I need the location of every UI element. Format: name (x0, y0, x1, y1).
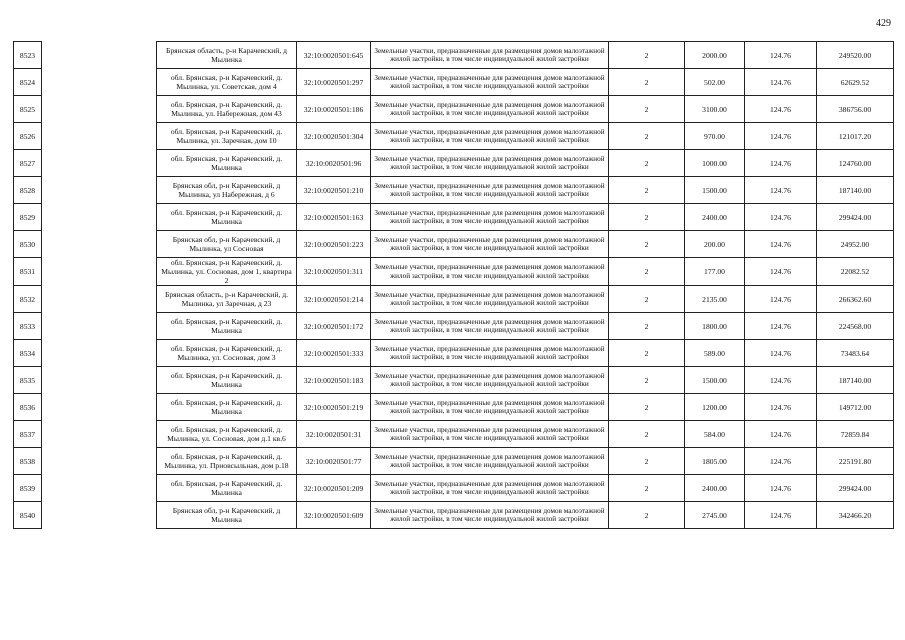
category-cell: 2 (609, 231, 685, 258)
address-cell: Брянская обл, р-н Карачевский, д Мылинка, ул Сосновая (157, 231, 297, 258)
row-number-cell: 8540 (14, 502, 42, 529)
land-use-cell: Земельные участки, предназначенные для размещения домов малоэтажной жилой застройки, в том числе индивидуальной жилой застройки (371, 394, 609, 421)
category-cell: 2 (609, 448, 685, 475)
table-row (14, 204, 894, 231)
area-cell: 2400.00 (685, 475, 745, 502)
table-row (14, 69, 894, 96)
cadastral-number-cell: 32:10:0020501:219 (297, 394, 371, 421)
spacer-cell (42, 286, 157, 313)
row-number-cell: 8528 (14, 177, 42, 204)
row-number-cell: 8530 (14, 231, 42, 258)
land-use-cell: Земельные участки, предназначенные для размещения домов малоэтажной жилой застройки, в том числе индивидуальной жилой застройки (371, 421, 609, 448)
rate-cell: 124.76 (745, 502, 817, 529)
address-cell: Брянская обл, р-н Карачевский, д Мылинка, ул Набережная, д 6 (157, 177, 297, 204)
category-cell: 2 (609, 475, 685, 502)
cadastral-value-cell: 24952.00 (817, 231, 894, 258)
rate-cell: 124.76 (745, 448, 817, 475)
spacer-cell (42, 204, 157, 231)
land-use-cell: Земельные участки, предназначенные для размещения домов малоэтажной жилой застройки, в том числе индивидуальной жилой застройки (371, 69, 609, 96)
spacer-cell (42, 177, 157, 204)
table-row (14, 177, 894, 204)
category-cell: 2 (609, 177, 685, 204)
rate-cell: 124.76 (745, 475, 817, 502)
address-cell: обл. Брянская, р-н Карачевский, д. Мылинка (157, 394, 297, 421)
table-row (14, 502, 894, 529)
address-cell: обл. Брянская, р-н Карачевский, д. Мылинка (157, 204, 297, 231)
cadastral-number-cell: 32:10:0020501:31 (297, 421, 371, 448)
area-cell: 1200.00 (685, 394, 745, 421)
land-plots-table (13, 41, 894, 529)
spacer-cell (42, 502, 157, 529)
table-row (14, 286, 894, 313)
category-cell: 2 (609, 42, 685, 69)
land-use-cell: Земельные участки, предназначенные для размещения домов малоэтажной жилой застройки, в том числе индивидуальной жилой застройки (371, 475, 609, 502)
table-row (14, 42, 894, 69)
rate-cell: 124.76 (745, 367, 817, 394)
spacer-cell (42, 258, 157, 286)
cadastral-value-cell: 73483.64 (817, 340, 894, 367)
rate-cell: 124.76 (745, 123, 817, 150)
category-cell: 2 (609, 340, 685, 367)
table-row (14, 231, 894, 258)
cadastral-number-cell: 32:10:0020501:163 (297, 204, 371, 231)
area-cell: 1500.00 (685, 367, 745, 394)
area-cell: 2000.00 (685, 42, 745, 69)
rate-cell: 124.76 (745, 69, 817, 96)
spacer-cell (42, 394, 157, 421)
rate-cell: 124.76 (745, 394, 817, 421)
area-cell: 177.00 (685, 258, 745, 286)
address-cell: Брянская обл, р-н Карачевский, д Мылинка (157, 502, 297, 529)
spacer-cell (42, 313, 157, 340)
land-use-cell: Земельные участки, предназначенные для размещения домов малоэтажной жилой застройки, в том числе индивидуальной жилой застройки (371, 313, 609, 340)
table-row (14, 475, 894, 502)
address-cell: обл. Брянская, р-н Карачевский, д. Мылинка, ул. Советская, дом 4 (157, 69, 297, 96)
spacer-cell (42, 421, 157, 448)
address-cell: обл. Брянская, р-н Карачевский, д. Мылинка, ул. Сосновая, дом 1, квартира 2 (157, 258, 297, 286)
row-number-cell: 8536 (14, 394, 42, 421)
cadastral-value-cell: 187140.00 (817, 177, 894, 204)
cadastral-value-cell: 266362.60 (817, 286, 894, 313)
row-number-cell: 8524 (14, 69, 42, 96)
category-cell: 2 (609, 286, 685, 313)
area-cell: 502.00 (685, 69, 745, 96)
area-cell: 584.00 (685, 421, 745, 448)
land-use-cell: Земельные участки, предназначенные для размещения домов малоэтажной жилой застройки, в том числе индивидуальной жилой застройки (371, 150, 609, 177)
address-cell: обл. Брянская, р-н Карачевский, д. Мылинка, ул. Приовсыльная, дом р.18 (157, 448, 297, 475)
cadastral-value-cell: 299424.00 (817, 475, 894, 502)
rate-cell: 124.76 (745, 340, 817, 367)
cadastral-value-cell: 121017.20 (817, 123, 894, 150)
cadastral-value-cell: 187140.00 (817, 367, 894, 394)
land-use-cell: Земельные участки, предназначенные для размещения домов малоэтажной жилой застройки, в том числе индивидуальной жилой застройки (371, 204, 609, 231)
cadastral-value-cell: 386756.00 (817, 96, 894, 123)
rate-cell: 124.76 (745, 42, 817, 69)
table-row (14, 340, 894, 367)
spacer-cell (42, 448, 157, 475)
land-use-cell: Земельные участки, предназначенные для размещения домов малоэтажной жилой застройки, в том числе индивидуальной жилой застройки (371, 231, 609, 258)
land-use-cell: Земельные участки, предназначенные для размещения домов малоэтажной жилой застройки, в том числе индивидуальной жилой застройки (371, 367, 609, 394)
category-cell: 2 (609, 502, 685, 529)
category-cell: 2 (609, 69, 685, 96)
rate-cell: 124.76 (745, 204, 817, 231)
land-use-cell: Земельные участки, предназначенные для размещения домов малоэтажной жилой застройки, в том числе индивидуальной жилой застройки (371, 502, 609, 529)
category-cell: 2 (609, 96, 685, 123)
address-cell: обл. Брянская, р-н Карачевский, д. Мылинка (157, 150, 297, 177)
row-number-cell: 8523 (14, 42, 42, 69)
cadastral-value-cell: 342466.20 (817, 502, 894, 529)
land-use-cell: Земельные участки, предназначенные для размещения домов малоэтажной жилой застройки, в том числе индивидуальной жилой застройки (371, 448, 609, 475)
row-number-cell: 8537 (14, 421, 42, 448)
row-number-cell: 8529 (14, 204, 42, 231)
cadastral-value-cell: 72859.84 (817, 421, 894, 448)
table-row (14, 313, 894, 340)
category-cell: 2 (609, 394, 685, 421)
cadastral-number-cell: 32:10:0020501:297 (297, 69, 371, 96)
category-cell: 2 (609, 204, 685, 231)
rate-cell: 124.76 (745, 231, 817, 258)
area-cell: 1800.00 (685, 313, 745, 340)
cadastral-value-cell: 124760.00 (817, 150, 894, 177)
table-row (14, 394, 894, 421)
rate-cell: 124.76 (745, 313, 817, 340)
cadastral-number-cell: 32:10:0020501:304 (297, 123, 371, 150)
spacer-cell (42, 475, 157, 502)
address-cell: обл. Брянская, р-н Карачевский, д. Мылинка (157, 367, 297, 394)
row-number-cell: 8532 (14, 286, 42, 313)
land-use-cell: Земельные участки, предназначенные для размещения домов малоэтажной жилой застройки, в том числе индивидуальной жилой застройки (371, 123, 609, 150)
address-cell: обл. Брянская, р-н Карачевский, д. Мылинка, ул. Сосновая, дом 3 (157, 340, 297, 367)
area-cell: 2745.00 (685, 502, 745, 529)
address-cell: обл. Брянская, р-н Карачевский, д. Мылинка, ул. Набережная, дом 43 (157, 96, 297, 123)
table-row (14, 258, 894, 286)
rate-cell: 124.76 (745, 421, 817, 448)
spacer-cell (42, 367, 157, 394)
table-row (14, 421, 894, 448)
rate-cell: 124.76 (745, 286, 817, 313)
cadastral-value-cell: 149712.00 (817, 394, 894, 421)
area-cell: 1805.00 (685, 448, 745, 475)
area-cell: 970.00 (685, 123, 745, 150)
land-use-cell: Земельные участки, предназначенные для размещения домов малоэтажной жилой застройки, в том числе индивидуальной жилой застройки (371, 177, 609, 204)
rate-cell: 124.76 (745, 150, 817, 177)
spacer-cell (42, 69, 157, 96)
row-number-cell: 8527 (14, 150, 42, 177)
rate-cell: 124.76 (745, 177, 817, 204)
category-cell: 2 (609, 150, 685, 177)
address-cell: Брянская область, р-н Карачевский, д. Мылинка, ул Заречная, д 23 (157, 286, 297, 313)
area-cell: 2135.00 (685, 286, 745, 313)
table-row (14, 448, 894, 475)
cadastral-number-cell: 32:10:0020501:333 (297, 340, 371, 367)
row-number-cell: 8539 (14, 475, 42, 502)
page-number: 429 (876, 18, 891, 29)
row-number-cell: 8534 (14, 340, 42, 367)
row-number-cell: 8535 (14, 367, 42, 394)
cadastral-value-cell: 299424.00 (817, 204, 894, 231)
area-cell: 1000.00 (685, 150, 745, 177)
cadastral-value-cell: 22082.52 (817, 258, 894, 286)
address-cell: Брянская область, р-н Карачевский, д Мылинка (157, 42, 297, 69)
cadastral-value-cell: 62629.52 (817, 69, 894, 96)
rate-cell: 124.76 (745, 96, 817, 123)
cadastral-value-cell: 225191.80 (817, 448, 894, 475)
address-cell: обл. Брянская, р-н Карачевский, д. Мылинка, ул. Сосновая, дом д.1 кв.6 (157, 421, 297, 448)
spacer-cell (42, 340, 157, 367)
rate-cell: 124.76 (745, 258, 817, 286)
land-use-cell: Земельные участки, предназначенные для размещения домов малоэтажной жилой застройки, в том числе индивидуальной жилой застройки (371, 96, 609, 123)
land-use-cell: Земельные участки, предназначенные для размещения домов малоэтажной жилой застройки, в том числе индивидуальной жилой застройки (371, 340, 609, 367)
spacer-cell (42, 42, 157, 69)
spacer-cell (42, 150, 157, 177)
area-cell: 200.00 (685, 231, 745, 258)
cadastral-number-cell: 32:10:0020501:77 (297, 448, 371, 475)
category-cell: 2 (609, 313, 685, 340)
cadastral-value-cell: 249520.00 (817, 42, 894, 69)
address-cell: обл. Брянская, р-н Карачевский, д. Мылинка, ул. Заречная, дом 10 (157, 123, 297, 150)
area-cell: 3100.00 (685, 96, 745, 123)
cadastral-number-cell: 32:10:0020501:172 (297, 313, 371, 340)
category-cell: 2 (609, 367, 685, 394)
cadastral-number-cell: 32:10:0020501:209 (297, 475, 371, 502)
land-use-cell: Земельные участки, предназначенные для размещения домов малоэтажной жилой застройки, в том числе индивидуальной жилой застройки (371, 258, 609, 286)
cadastral-number-cell: 32:10:0020501:609 (297, 502, 371, 529)
row-number-cell: 8538 (14, 448, 42, 475)
table-row (14, 367, 894, 394)
address-cell: обл. Брянская, р-н Карачевский, д. Мылинка (157, 475, 297, 502)
spacer-cell (42, 231, 157, 258)
spacer-cell (42, 123, 157, 150)
cadastral-number-cell: 32:10:0020501:183 (297, 367, 371, 394)
address-cell: обл. Брянская, р-н Карачевский, д. Мылинка (157, 313, 297, 340)
table-row (14, 150, 894, 177)
row-number-cell: 8526 (14, 123, 42, 150)
category-cell: 2 (609, 123, 685, 150)
category-cell: 2 (609, 258, 685, 286)
cadastral-number-cell: 32:10:0020501:210 (297, 177, 371, 204)
cadastral-number-cell: 32:10:0020501:186 (297, 96, 371, 123)
area-cell: 589.00 (685, 340, 745, 367)
table-row (14, 123, 894, 150)
cadastral-value-cell: 224568.00 (817, 313, 894, 340)
cadastral-number-cell: 32:10:0020501:223 (297, 231, 371, 258)
cadastral-number-cell: 32:10:0020501:645 (297, 42, 371, 69)
category-cell: 2 (609, 421, 685, 448)
cadastral-number-cell: 32:10:0020501:311 (297, 258, 371, 286)
area-cell: 2400.00 (685, 204, 745, 231)
row-number-cell: 8533 (14, 313, 42, 340)
table-row (14, 96, 894, 123)
row-number-cell: 8525 (14, 96, 42, 123)
cadastral-number-cell: 32:10:0020501:96 (297, 150, 371, 177)
land-use-cell: Земельные участки, предназначенные для размещения домов малоэтажной жилой застройки, в том числе индивидуальной жилой застройки (371, 42, 609, 69)
row-number-cell: 8531 (14, 258, 42, 286)
land-use-cell: Земельные участки, предназначенные для размещения домов малоэтажной жилой застройки, в том числе индивидуальной жилой застройки (371, 286, 609, 313)
spacer-cell (42, 96, 157, 123)
cadastral-number-cell: 32:10:0020501:214 (297, 286, 371, 313)
area-cell: 1500.00 (685, 177, 745, 204)
